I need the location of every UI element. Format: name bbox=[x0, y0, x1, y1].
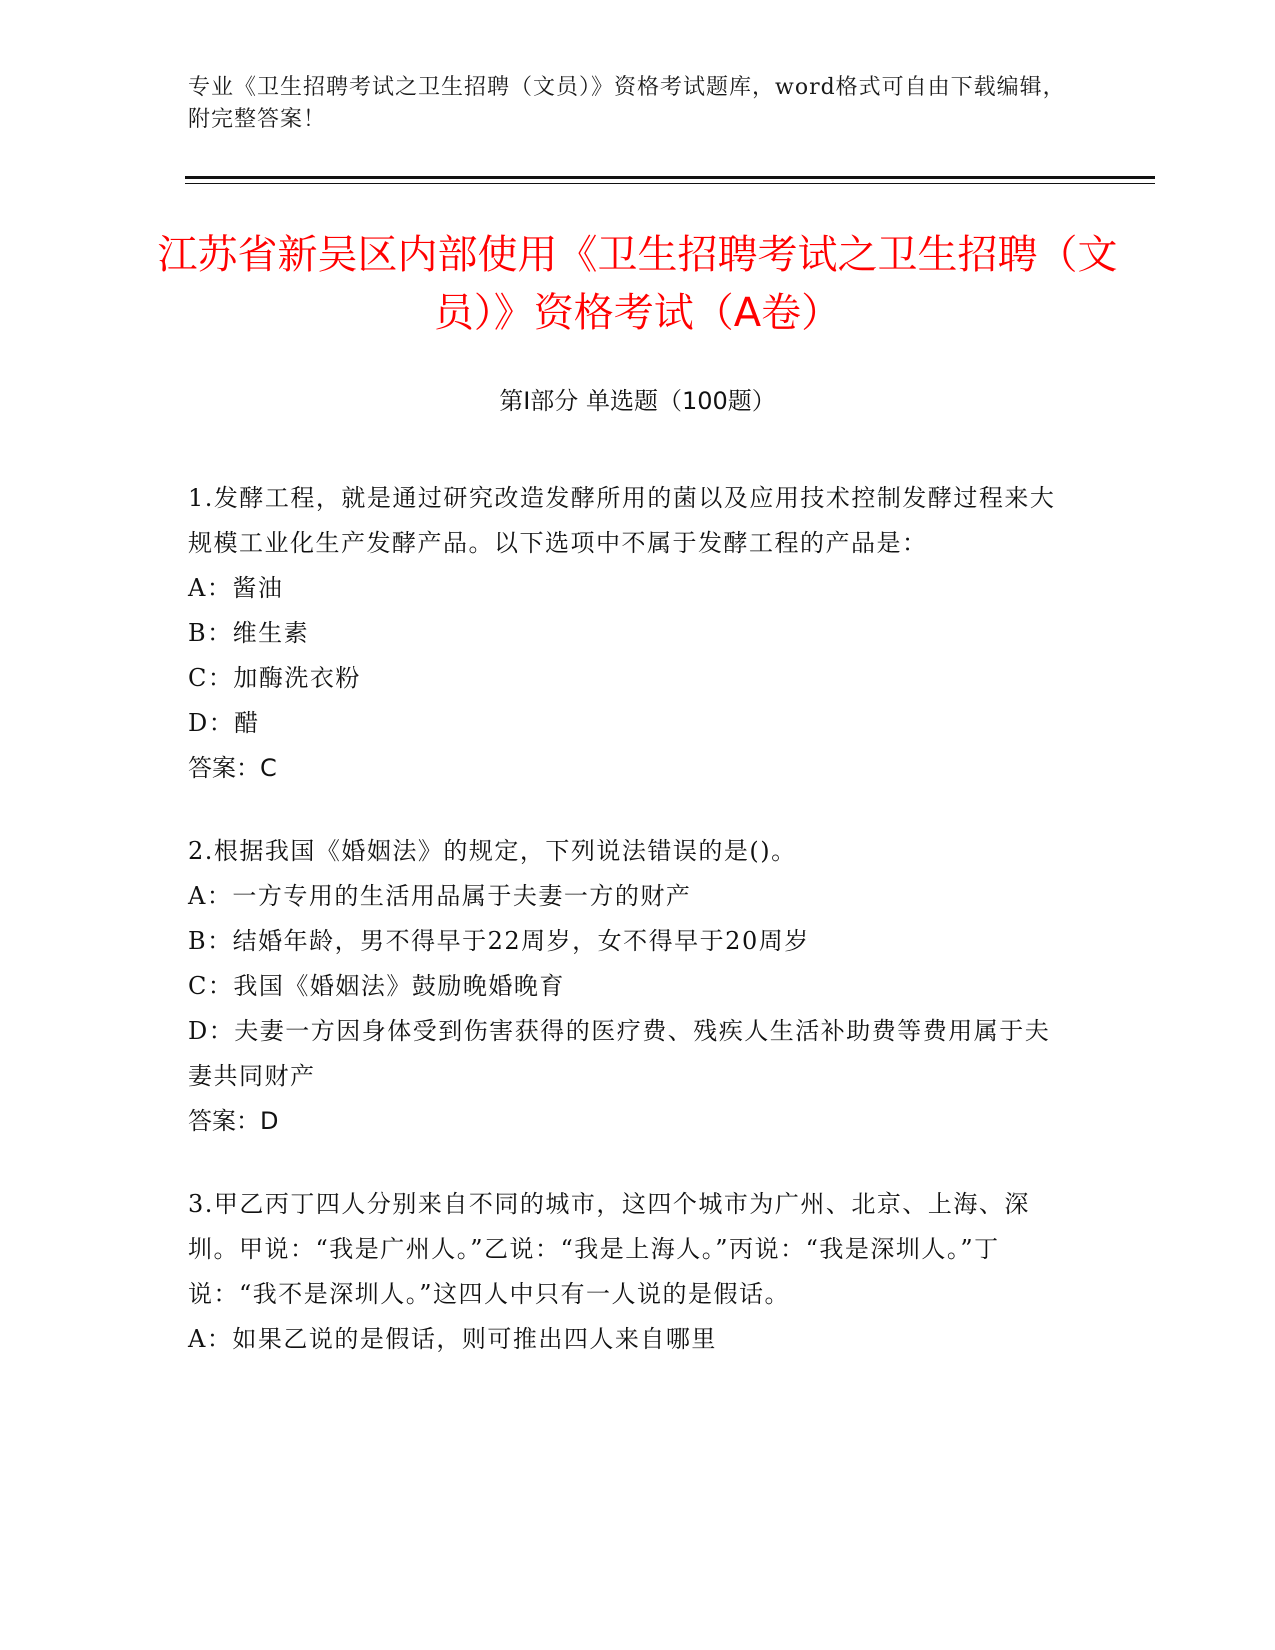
option-d: D：夫妻一方因身体受到伤害获得的医疗费、残疾人生活补助费等费用属于夫妻共同财产 bbox=[188, 1017, 1051, 1090]
option-b: B：维生素 bbox=[188, 619, 310, 647]
question-item bbox=[188, 476, 1068, 791]
question-item bbox=[188, 829, 1068, 1144]
option-d: D：醋 bbox=[188, 709, 260, 737]
option-c: C：加酶洗衣粉 bbox=[188, 664, 361, 692]
option-a: A：一方专用的生活用品属于夫妻一方的财产 bbox=[188, 882, 692, 910]
question-stem: 1.发酵工程，就是通过研究改造发酵所用的菌以及应用技术控制发酵过程来大规模工业化生产发酵产品。以下选项中不属于发酵工程的产品是： bbox=[188, 484, 1056, 557]
answer-line: 答案：D bbox=[188, 1107, 279, 1135]
document-title: 江苏省新吴区内部使用《卫生招聘考试之卫生招聘（文员）》资格考试（A卷） bbox=[157, 232, 1118, 336]
question-stem: 3.甲乙丙丁四人分别来自不同的城市，这四个城市为广州、北京、上海、深圳。甲说：“我是广州人。”乙说：“我是上海人。”丙说：“我是深圳人。”丁说：“我不是深圳人。”这四人中只有一人说的是假话。 bbox=[188, 1190, 1030, 1308]
header-rule-thick bbox=[185, 176, 1155, 179]
option-c: C：我国《婚姻法》鼓励晚婚晚育 bbox=[188, 972, 565, 1000]
option-a: A：如果乙说的是假话，则可推出四人来自哪里 bbox=[188, 1325, 717, 1353]
option-b: B：结婚年龄，男不得早于22周岁，女不得早于20周岁 bbox=[188, 927, 810, 955]
answer-line: 答案：C bbox=[188, 754, 277, 782]
option-a: A：酱油 bbox=[188, 574, 284, 602]
header-note: 专业《卫生招聘考试之卫生招聘（文员）》资格考试题库，word格式可自由下载编辑，附完整答案！ bbox=[188, 75, 1066, 132]
question-list bbox=[188, 476, 1068, 1400]
question-stem: 2.根据我国《婚姻法》的规定，下列说法错误的是()。 bbox=[188, 837, 797, 865]
header-rule-thin bbox=[185, 183, 1155, 184]
question-item bbox=[188, 1182, 1068, 1362]
section-heading: 第Ⅰ部分 单选题（100题） bbox=[499, 387, 776, 415]
